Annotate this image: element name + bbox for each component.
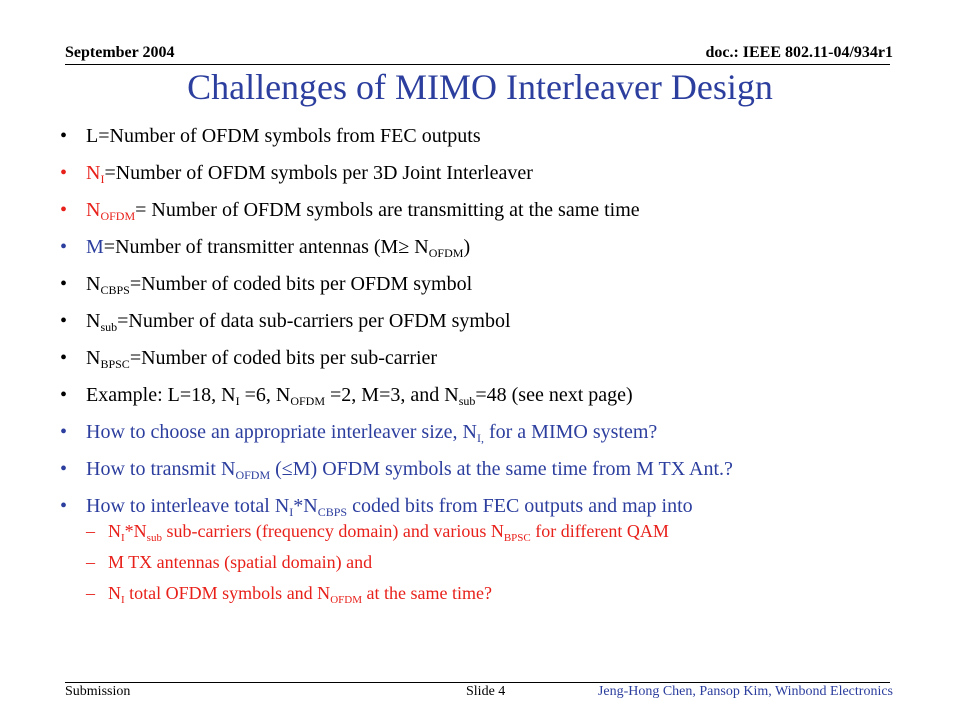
term-subscript: I <box>121 532 125 544</box>
term-subscript: I <box>235 394 240 408</box>
sub-bullet-marker: – <box>86 552 95 572</box>
sub-bullet-marker: – <box>86 521 95 541</box>
term-subscript: BPSC <box>100 357 130 371</box>
term-subscript: OFDM <box>100 209 136 223</box>
bullet-text: =2, M=3, and N <box>325 384 459 406</box>
bullet-text: How to interleave total N <box>86 495 290 517</box>
slide-title: Challenges of MIMO Interleaver Design <box>187 67 773 107</box>
bullet-item <box>60 383 940 407</box>
term-symbol: N <box>86 273 101 295</box>
bullet-marker: • <box>60 310 68 332</box>
sub-bullet-marker: – <box>86 583 95 603</box>
term-subscript: BPSC <box>503 532 531 544</box>
bullet-text: at the same time? <box>361 583 492 603</box>
bullet-text: sub-carriers (frequency domain) and various N <box>161 521 504 541</box>
sub-bullet-item <box>86 520 940 542</box>
bullet-marker: • <box>60 199 68 221</box>
term-subscript: I <box>100 172 105 186</box>
term-symbol: N <box>86 199 101 221</box>
bullet-item <box>60 161 940 185</box>
bullet-item <box>60 235 940 259</box>
bullet-text: Example: L=18, N <box>86 384 236 406</box>
bullet-text: (≤M) OFDM symbols at the same time from M TX Ant.? <box>270 458 733 480</box>
bullet-item <box>60 420 940 444</box>
term-subscript: OFDM <box>235 468 271 482</box>
term-subscript: I <box>289 505 294 519</box>
term-symbol: N <box>86 310 101 332</box>
bullet-text: total OFDM symbols and N <box>124 583 331 603</box>
bullet-text: =48 (see next page) <box>475 384 633 406</box>
term-subscript: OFDM <box>330 594 362 606</box>
bullet-marker: • <box>60 162 68 184</box>
bullet-marker: • <box>60 125 68 147</box>
bullet-item <box>60 457 940 481</box>
bullet-marker: • <box>60 347 68 369</box>
bullet-text: N <box>108 583 121 603</box>
term-subscript: CBPS <box>317 505 348 519</box>
bullet-marker: • <box>60 273 68 295</box>
term-subscript: sub <box>100 320 118 334</box>
bullet-text: =6, N <box>239 384 291 406</box>
bullet-text: =Number of data sub-carriers per OFDM symbol <box>117 310 511 332</box>
term-symbol: M <box>86 236 104 258</box>
sub-bullet-list <box>86 520 940 604</box>
footer-rule <box>65 682 890 683</box>
bullet-text: for different QAM <box>530 521 669 541</box>
term-subscript: sub <box>146 532 162 544</box>
header-date: September 2004 <box>65 44 175 61</box>
term-subscript: OFDM <box>290 394 326 408</box>
sub-bullet-item <box>86 582 940 604</box>
bullet-marker: • <box>60 458 68 480</box>
header-rule <box>65 64 890 65</box>
bullet-item <box>60 309 940 333</box>
term-subscript: sub <box>458 394 476 408</box>
bullet-text: for a MIMO system? <box>483 421 658 443</box>
footer-slide-number: Slide 4 <box>466 684 506 699</box>
bullet-text: *N <box>293 495 318 517</box>
header-doc-id: doc.: IEEE 802.11-04/934r1 <box>705 44 893 61</box>
bullet-marker: • <box>60 495 68 517</box>
bullet-text: =Number of OFDM symbols per 3D Joint Interleaver <box>104 162 533 184</box>
bullet-list <box>60 124 940 617</box>
bullet-text: L=Number of OFDM symbols from FEC outputs <box>86 125 481 147</box>
footer-submission: Submission <box>65 684 131 699</box>
term-subscript: CBPS <box>100 283 130 297</box>
term-symbol: N <box>86 347 101 369</box>
bullet-text: How to transmit N <box>86 458 236 480</box>
bullet-text: =Number of coded bits per OFDM symbol <box>129 273 473 295</box>
bullet-text: =Number of transmitter antennas (M≥ N <box>103 236 429 258</box>
bullet-item <box>60 272 940 296</box>
term-subscript: I <box>121 594 125 606</box>
term-subscript: I, <box>476 431 484 445</box>
bullet-item <box>60 198 940 222</box>
bullet-text: *N <box>124 521 147 541</box>
bullet-text: M TX antennas (spatial domain) and <box>108 552 373 572</box>
bullet-text: ) <box>463 236 471 258</box>
bullet-text: =Number of coded bits per sub-carrier <box>129 347 438 369</box>
bullet-text: How to choose an appropriate interleaver size, N <box>86 421 477 443</box>
term-subscript: OFDM <box>428 246 464 260</box>
bullet-item <box>60 494 940 604</box>
bullet-marker: • <box>60 384 68 406</box>
bullet-item <box>60 124 940 148</box>
bullet-item <box>60 346 940 370</box>
bullet-text: coded bits from FEC outputs and map into <box>347 495 693 517</box>
bullet-text: N <box>108 521 121 541</box>
term-symbol: N <box>86 162 101 184</box>
bullet-marker: • <box>60 421 68 443</box>
sub-bullet-item <box>86 551 940 573</box>
bullet-marker: • <box>60 236 68 258</box>
footer-authors: Jeng-Hong Chen, Pansop Kim, Winbond Electronics <box>597 684 893 699</box>
bullet-text: = Number of OFDM symbols are transmitting at the same time <box>135 199 640 221</box>
